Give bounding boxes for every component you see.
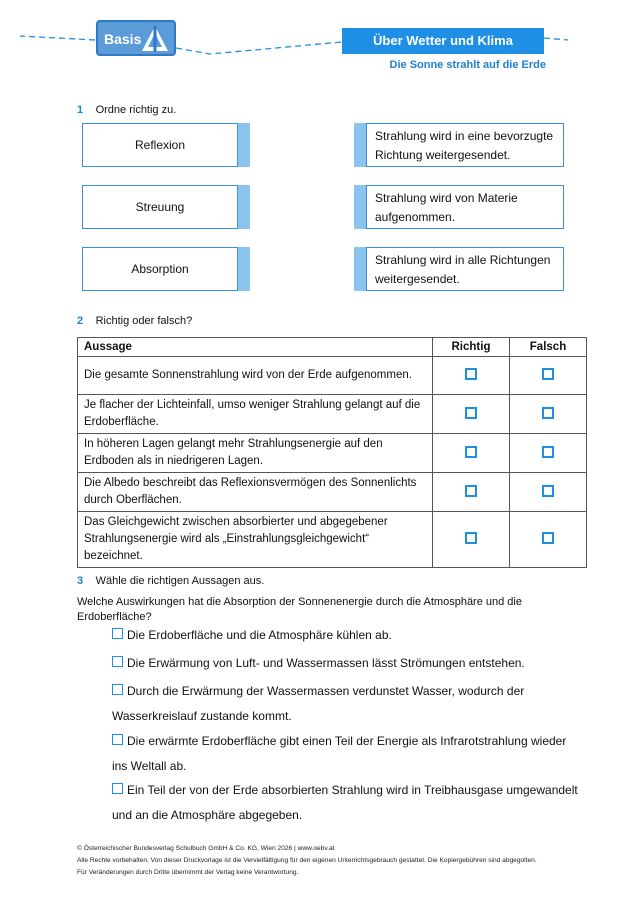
footer-rights: Alle Rechte vorbehalten. Von dieser Druckvorlage ist die Vervielfältigung für den eigenen Unterrichtsgebrauch gestattet. Die Kopiergebühren sind abgegolten. bbox=[77, 857, 537, 864]
task2-instruction: Richtig oder falsch? bbox=[95, 315, 193, 327]
task3-instruction: Wähle die richtigen Aussagen aus. bbox=[95, 575, 265, 587]
topic-banner: Über Wetter und Klima bbox=[342, 28, 544, 54]
false-cell bbox=[510, 357, 587, 395]
task1-heading bbox=[77, 100, 176, 118]
true-cell bbox=[433, 473, 510, 512]
answer-option[interactable] bbox=[112, 778, 582, 828]
match-connector-bar bbox=[238, 247, 250, 291]
statement-cell: Das Gleichgewicht zwischen absorbierter und abgegebener Strahlungsenergie wird als „Einstrahlungsgleichgewicht“ bezeichnet. bbox=[78, 512, 433, 568]
table-row bbox=[78, 473, 587, 512]
false-cell bbox=[510, 434, 587, 473]
answer-checkbox[interactable] bbox=[112, 628, 123, 639]
column-header-statement: Aussage bbox=[78, 338, 433, 357]
false-cell bbox=[510, 512, 587, 568]
task1-instruction: Ordne richtig zu. bbox=[95, 104, 177, 116]
false-cell bbox=[510, 395, 587, 434]
true-checkbox[interactable] bbox=[465, 407, 477, 419]
true-false-table bbox=[77, 337, 587, 568]
match-right-item[interactable]: Strahlung wird in alle Richtungen weitergesendet. bbox=[366, 247, 564, 291]
table-row bbox=[78, 434, 587, 473]
answer-checkbox[interactable] bbox=[112, 684, 123, 695]
answer-option-text: Durch die Erwärmung der Wassermassen verdunstet Wasser, wodurch der Wasserkreislauf zustande kommt. bbox=[112, 684, 525, 723]
task3-heading bbox=[77, 571, 264, 589]
answer-option-text: Ein Teil der von der Erde absorbierten Strahlung wird in Treibhausgase umgewandelt und an die Atmosphäre abgegeben. bbox=[112, 783, 578, 822]
basis-logo bbox=[96, 20, 176, 56]
task2-heading bbox=[77, 311, 192, 329]
match-right-item[interactable]: Strahlung wird in eine bevorzugte Richtung weitergesendet. bbox=[366, 123, 564, 167]
true-cell bbox=[433, 434, 510, 473]
false-checkbox[interactable] bbox=[542, 368, 554, 380]
false-checkbox[interactable] bbox=[542, 532, 554, 544]
match-connector-bar bbox=[238, 185, 250, 229]
statement-cell: Die Albedo beschreibt das Reflexionsvermögen des Sonnenlichts durch Oberflächen. bbox=[78, 473, 433, 512]
answer-option[interactable] bbox=[112, 651, 582, 676]
statement-cell: Die gesamte Sonnenstrahlung wird von der Erde aufgenommen. bbox=[78, 357, 433, 395]
table-row bbox=[78, 395, 587, 434]
match-left-item[interactable]: Absorption bbox=[82, 247, 238, 291]
match-connector-bar bbox=[354, 247, 366, 291]
answer-option[interactable] bbox=[112, 623, 582, 648]
true-checkbox[interactable] bbox=[465, 446, 477, 458]
match-connector-bar bbox=[354, 185, 366, 229]
match-connector-bar bbox=[238, 123, 250, 167]
page-subtitle: Die Sonne strahlt auf die Erde bbox=[389, 59, 546, 71]
answer-option-text: Die erwärmte Erdoberfläche gibt einen Teil der Energie als Infrarotstrahlung wieder ins Weltall ab. bbox=[112, 734, 567, 773]
false-checkbox[interactable] bbox=[542, 446, 554, 458]
table-row bbox=[78, 357, 587, 395]
footer-copyright: © Österreichischer Bundesverlag Schulbuch GmbH & Co. KG, Wien 2026 | www.oebv.at bbox=[77, 845, 335, 852]
column-header-false: Falsch bbox=[510, 338, 587, 357]
answer-option[interactable] bbox=[112, 729, 582, 779]
true-checkbox[interactable] bbox=[465, 368, 477, 380]
table-row bbox=[78, 512, 587, 568]
task1-number: 1 bbox=[77, 104, 84, 116]
task3-number: 3 bbox=[77, 575, 84, 587]
true-checkbox[interactable] bbox=[465, 532, 477, 544]
false-checkbox[interactable] bbox=[542, 407, 554, 419]
footer-disclaimer: Für Veränderungen durch Dritte übernimmt der Verlag keine Verantwortung. bbox=[77, 869, 299, 876]
match-left-item[interactable]: Streuung bbox=[82, 185, 238, 229]
answer-checkbox[interactable] bbox=[112, 734, 123, 745]
logo-text: Basis bbox=[104, 31, 142, 47]
statement-cell: Je flacher der Lichteinfall, umso weniger Strahlung gelangt auf die Erdoberfläche. bbox=[78, 395, 433, 434]
statement-cell: In höheren Lagen gelangt mehr Strahlungsenergie auf den Erdboden als in niedrigeren Lagen. bbox=[78, 434, 433, 473]
true-cell bbox=[433, 395, 510, 434]
match-right-item[interactable]: Strahlung wird von Materie aufgenommen. bbox=[366, 185, 564, 229]
table-header-row bbox=[78, 338, 587, 357]
true-cell bbox=[433, 357, 510, 395]
answer-option-text: Die Erwärmung von Luft- und Wassermassen lässt Strömungen entstehen. bbox=[127, 656, 525, 670]
answer-option[interactable] bbox=[112, 679, 582, 729]
column-header-true: Richtig bbox=[433, 338, 510, 357]
match-left-item[interactable]: Reflexion bbox=[82, 123, 238, 167]
match-connector-bar bbox=[354, 123, 366, 167]
answer-checkbox[interactable] bbox=[112, 783, 123, 794]
false-checkbox[interactable] bbox=[542, 485, 554, 497]
true-checkbox[interactable] bbox=[465, 485, 477, 497]
task2-number: 2 bbox=[77, 315, 84, 327]
answer-option-text: Die Erdoberfläche und die Atmosphäre kühlen ab. bbox=[127, 628, 392, 642]
triangle-logo-icon bbox=[140, 24, 170, 54]
false-cell bbox=[510, 473, 587, 512]
true-cell bbox=[433, 512, 510, 568]
answer-checkbox[interactable] bbox=[112, 656, 123, 667]
task3-question: Welche Auswirkungen hat die Absorption der Sonnenenergie durch die Atmosphäre und die Erdoberfläche? bbox=[77, 596, 522, 623]
